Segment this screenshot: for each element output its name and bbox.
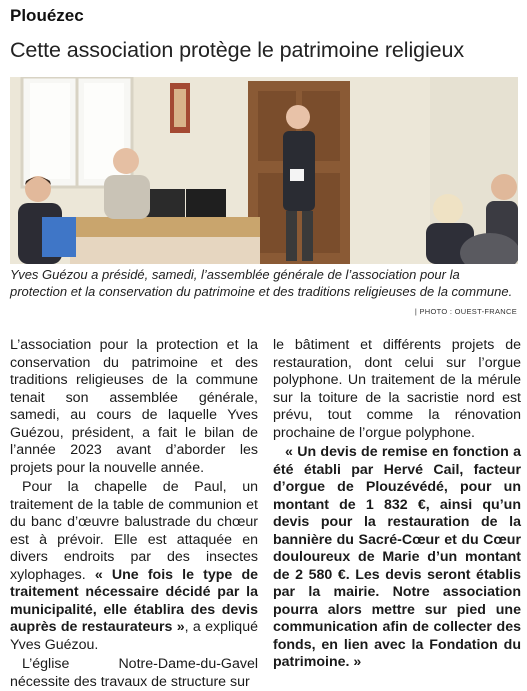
photo-credit: | PHOTO : OUEST-FRANCE — [414, 307, 517, 316]
meeting-scene-illustration — [10, 77, 518, 264]
article-column-left — [10, 337, 258, 691]
paragraph: le bâtiment et différents projets de restauration, dont celui sur l’orgue polyphone. Un traitement de la mérule sur la toiture de la sacristie nord est prévu, tout comme la rénovation prochaine de l’orgue polyphone. — [273, 337, 521, 441]
paragraph: L’association pour la protection et la conservation du patrimoine et des traditions religieuses de la commune tenait son assemblée générale, samedi, au cours de laquelle Yves Guézou, président, a fait le bilan de l’année 2023 avant d’aborder les projets pour la nouvelle année. — [10, 337, 258, 476]
location-kicker: Plouézec — [10, 6, 84, 25]
article-column-right — [273, 337, 521, 672]
paragraph: L’église Notre-Dame-du-Gavel nécessite des travaux de structure sur — [10, 656, 258, 690]
photo-caption: Yves Guézou a présidé, samedi, l’assemblée générale de l’association pour la protection et la conservation du patrimoine et des traditions religieuses de la commune. — [10, 267, 513, 299]
article-photo — [10, 77, 518, 264]
text-run: Pour la chapelle de Paul, un traitement de la table de communion et du banc d’œuvre balustrade du chœur est à prévoir. Elle est attaquée en divers endroits par des insectes xylophages. — [10, 479, 258, 583]
article-headline: Cette association protège le patrimoine religieux — [10, 38, 465, 62]
text-run: , a expliqué Yves Guézou. — [10, 619, 258, 653]
paragraph — [10, 479, 258, 654]
quote-paragraph: « Un devis de remise en fonction a été établi par Hervé Cail, facteur d’orgue de Plouzévédé, pour un montant de 1 832 €, ainsi qu’un devis pour la restauration de la bannière du Sacré-Cœur et du Cœur douloureux de Marie d’un montant de 2 580 €. Les devis seront établis par la mairie. Notre association pourra alors mettre sur pied une communication afin de collecter des fonds, en lien avec la Fondation du patrimoine. » — [273, 444, 521, 670]
quote-bold: « Une fois le type de traitement nécessaire décidé par la municipalité, elle établira des devis auprès de restaurateurs » — [10, 566, 258, 635]
